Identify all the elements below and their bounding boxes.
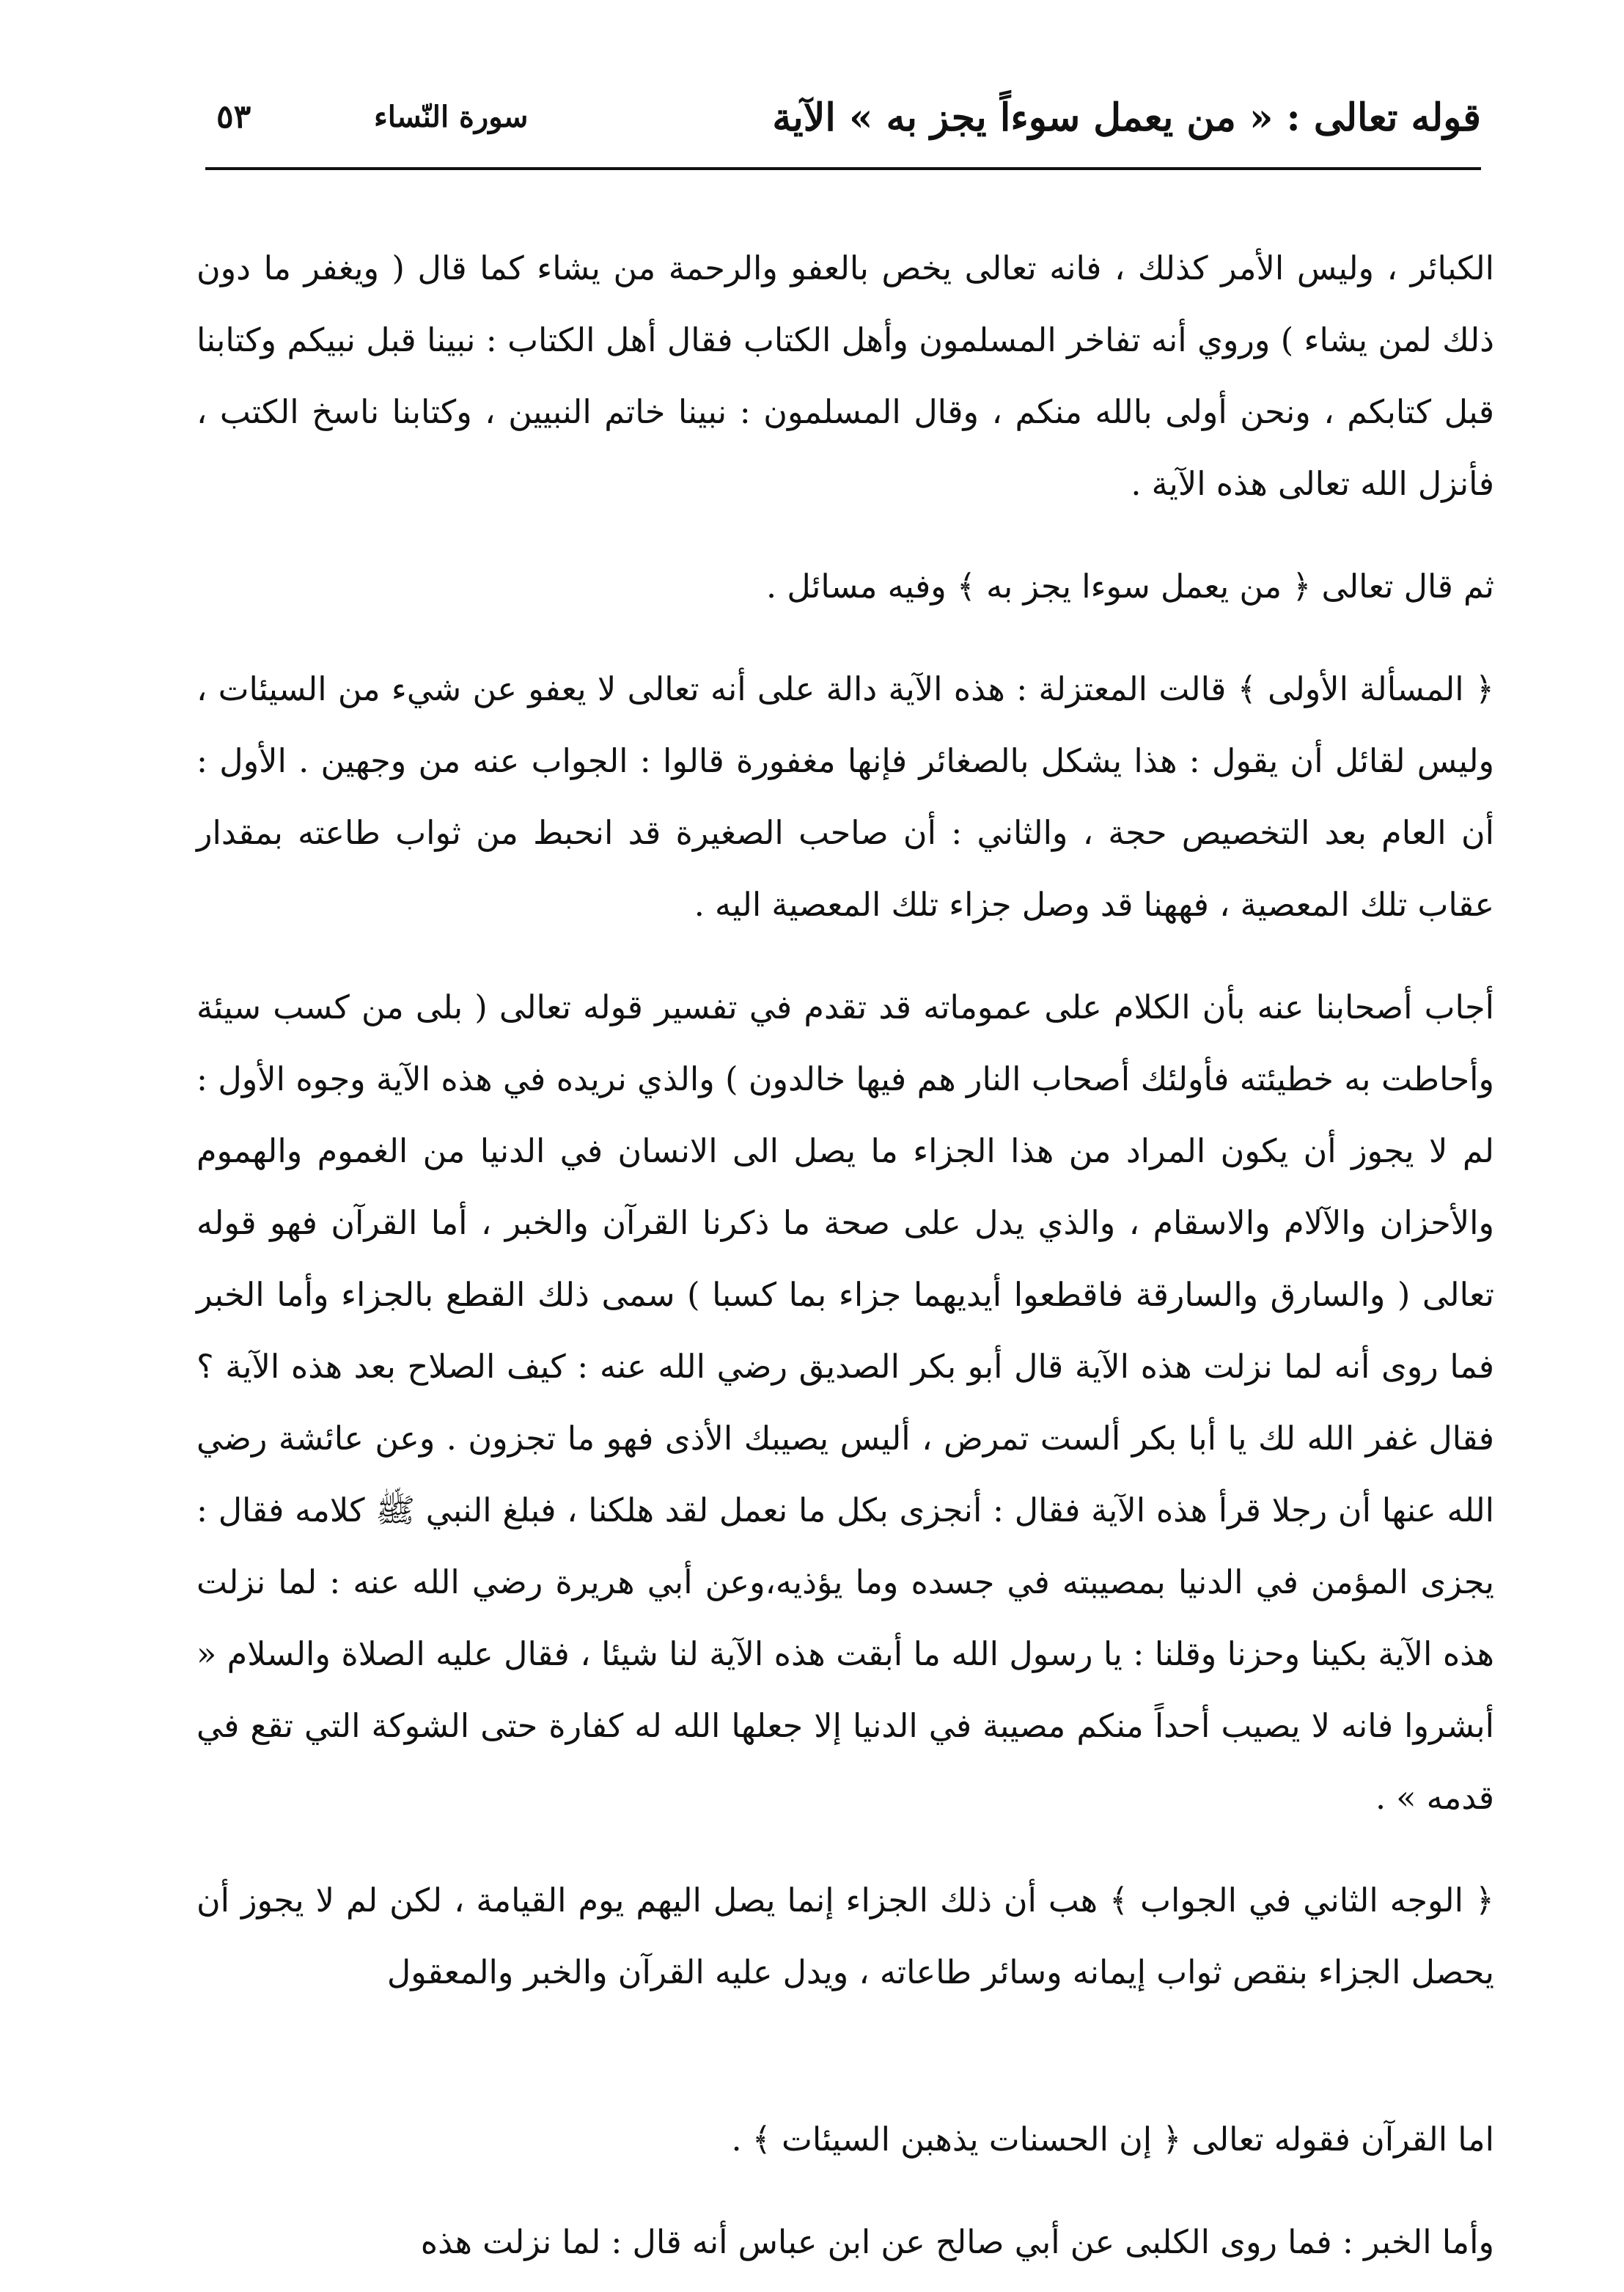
- header-surah-name: سورة النّساء: [374, 100, 529, 134]
- paragraph-6: اما القرآن فقوله تعالى ﴿ إن الحسنات يذهبن السيئات ﴾ .: [731, 2121, 1494, 2159]
- paragraph-3: ﴿ المسألة الأولى ﴾ قالت المعتزلة : هذه الآية دالة على أنه تعالى لا يعفو عن شيء من السيئات ، وليس لقائل أن يقول : هذا يشكل بالصغائر فإنها مغفورة قالوا : الجواب عنه من وجهين . الأول : أن العام بعد التخصيص حجة ، والثاني : أن صاحب الصغيرة قد انحبط من ثواب طاعته بمقدار عقاب تلك المعصية ، فههنا قد وصل جزاء تلك المعصية اليه .: [196, 671, 1494, 924]
- paragraph-1: الكبائر ، وليس الأمر كذلك ، فانه تعالى يخص بالعفو والرحمة من يشاء كما قال ( ويغفر ما دون ذلك لمن يشاء ) وروي أنه تفاخر المسلمون وأهل الكتاب فقال أهل الكتاب : نبينا قبل نبيكم وكتابنا قبل كتابكم ، ونحن أولى بالله منكم ، وقال المسلمون : نبينا خاتم النبيين ، وكتابنا ناسخ الكتب ، فأنزل الله تعالى هذه الآية .: [196, 250, 1494, 503]
- header-rule: [205, 167, 1481, 170]
- paragraph-5: ﴿ الوجه الثاني في الجواب ﴾ هب أن ذلك الجزاء إنما يصل اليهم يوم القيامة ، لكن لم لا يجوز أن يحصل الجزاء بنقص ثواب إيمانه وسائر طاعاته ، ويدل عليه القرآن والخبر والمعقول: [196, 1882, 1494, 1991]
- paragraph-7: وأما الخبر : فما روى الكلبى عن أبي صالح عن ابن عباس أنه قال : لما نزلت هذه: [420, 2224, 1494, 2261]
- page-body: [196, 233, 1494, 2279]
- paragraph-4: أجاب أصحابنا عنه بأن الكلام على عموماته قد تقدم في تفسير قوله تعالى ( بلى من كسب سيئة وأحاطت به خطيئته فأولئك أصحاب النار هم فيها خالدون ) والذي نريده في هذه الآية وجوه الأول : لم لا يجوز أن يكون المراد من هذا الجزاء ما يصل الى الانسان في الدنيا من الغموم والهموم والأحزان والآلام والاسقام ، والذي يدل على صحة ما ذكرنا القرآن والخبر ، أما القرآن فهو قوله تعالى ( والسارق والسارقة فاقطعوا أيديهما جزاء بما كسبا ) سمى ذلك القطع بالجزاء وأما الخبر فما روى أنه لما نزلت هذه الآية قال أبو بكر الصديق رضي الله عنه : كيف الصلاح بعد هذه الآية ؟ فقال غفر الله لك يا أبا بكر ألست تمرض ، أليس يصيبك الأذى فهو ما تجزون . وعن عائشة رضي الله عنها أن رجلا قرأ هذه الآية فقال : أنجزى بكل ما نعمل لقد هلكنا ، فبلغ النبي ﷺ كلامه فقال : يجزى المؤمن في الدنيا بمصيبته في جسده وما يؤذيه،وعن أبي هريرة رضي الله عنه : لما نزلت هذه الآية بكينا وحزنا وقلنا : يا رسول الله ما أبقت هذه الآية لنا شيئا ، فقال عليه الصلاة والسلام « أبشروا فانه لا يصيب أحداً منكم مصيبة في الدنيا إلا جعلها الله له كفارة حتى الشوكة التي تقع في قدمه » .: [196, 989, 1494, 1817]
- paragraph-2: ثم قال تعالى ﴿ من يعمل سوءا يجز به ﴾ وفيه مسائل .: [766, 568, 1494, 606]
- page-number: ٥٣: [216, 98, 251, 136]
- running-header: [209, 95, 1481, 154]
- header-title: قوله تعالى : « من يعمل سوءاً يجز به » الآية: [772, 95, 1481, 140]
